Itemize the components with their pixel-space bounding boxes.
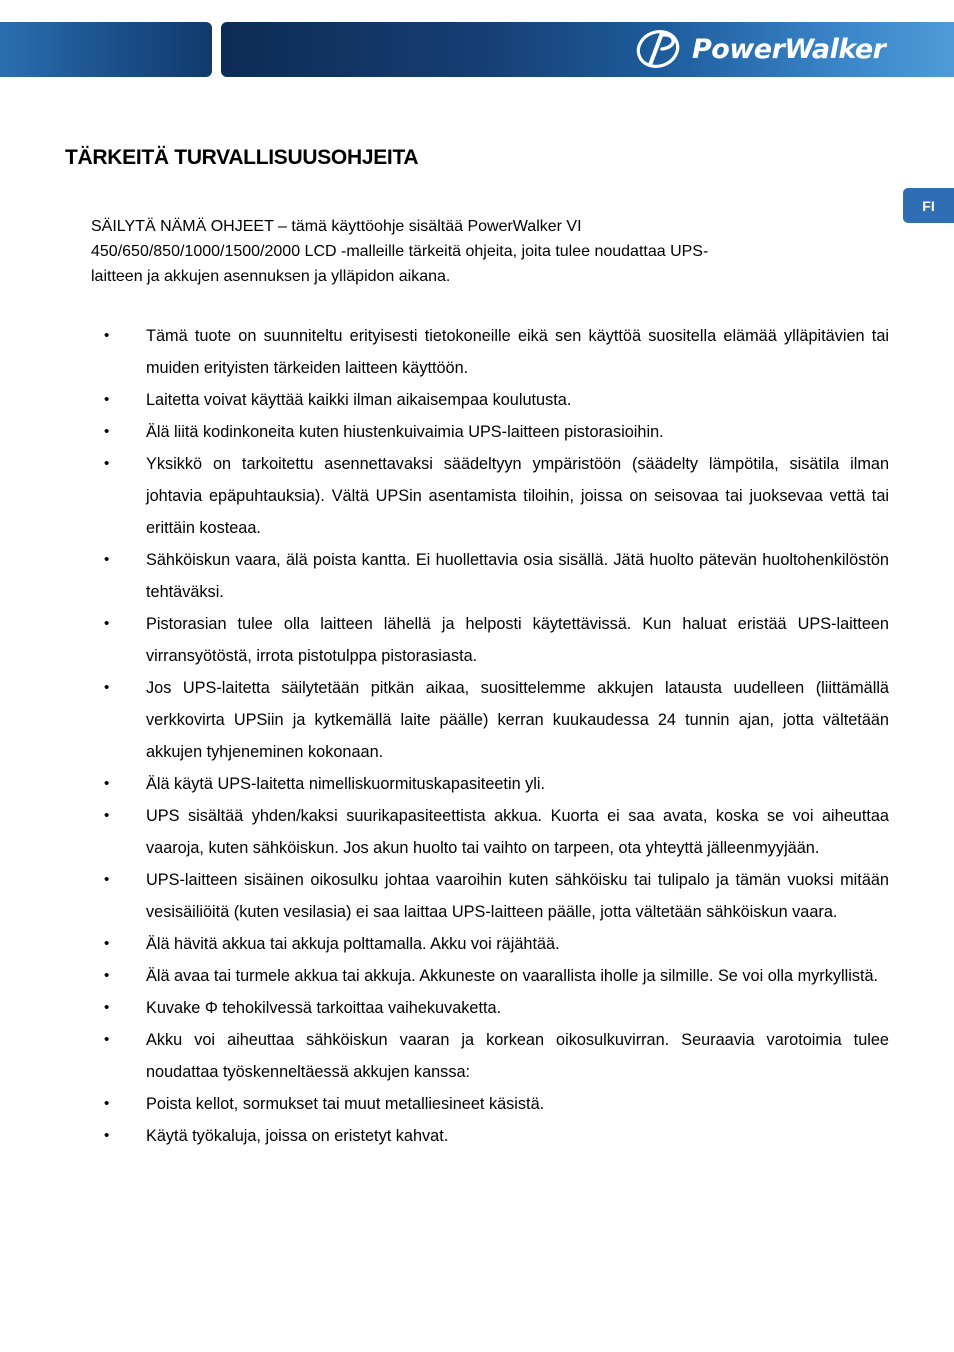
bullet: • (104, 615, 110, 632)
intro-line: SÄILYTÄ NÄMÄ OHJEET – tämä käyttöohje sisältää PowerWalker VI (91, 218, 582, 235)
list-item-text: Poista kellot, sormukset tai muut metalliesineet käsistä. (146, 1095, 545, 1113)
bullet: • (104, 935, 110, 952)
list-item (91, 960, 889, 992)
list-item-text: Akku voi aiheuttaa sähköiskun vaaran ja korkean oikosulkuvirran. Seuraavia varotoimia tulee noudattaa työskenneltäessä akkujen kanssa: (146, 1031, 889, 1081)
list-item (91, 1088, 889, 1120)
list-item (91, 544, 889, 608)
intro-line: laitteen ja akkujen asennuksen ja ylläpidon aikana. (91, 268, 451, 285)
list-item (91, 384, 889, 416)
header-band-left (0, 22, 212, 77)
list-item-text: Tämä tuote on suunniteltu erityisesti tietokoneille eikä sen käyttöä suositella elämää ylläpitävien tai muiden erityisten tärkeiden laitteen käyttöön. (146, 327, 889, 377)
list-item-text: Älä hävitä akkua tai akkuja polttamalla. Akku voi räjähtää. (146, 935, 560, 953)
list-item-text: Älä käytä UPS-laitetta nimelliskuormituskapasiteetin yli. (146, 775, 546, 793)
list-item (91, 800, 889, 864)
brand-name: PowerWalker (692, 33, 886, 65)
bullet: • (104, 967, 110, 984)
bullet: • (104, 999, 110, 1016)
bullet: • (104, 551, 110, 568)
list-item-text: UPS-laitteen sisäinen oikosulku johtaa vaaroihin kuten sähköisku tai tulipalo ja tämän vuoksi mitään vesisäiliöitä (kuten vesilasia) ei saa laittaa UPS-laitteen päälle, jotta vältetään sähköiskun vaara. (146, 871, 889, 921)
bullet: • (104, 871, 110, 888)
bullet: • (104, 327, 110, 344)
bullet: • (104, 1095, 110, 1112)
list-item (91, 448, 889, 544)
bullet: • (104, 679, 110, 696)
list-item-text: Älä liitä kodinkoneita kuten hiustenkuivaimia UPS-laitteen pistorasioihin. (146, 423, 664, 441)
page-title: TÄRKEITÄ TURVALLISUUSOHJEITA (65, 146, 419, 169)
language-tab[interactable]: FI (903, 188, 954, 223)
list-item-text: Yksikkö on tarkoitettu asennettavaksi säädeltyyn ympäristöön (säädelty lämpötila, sisätila ilman johtavia epäpuhtauksia). Vältä UPSin asentamista tiloihin, joissa on seisovaa tai juoksevaa vettä tai erittäin kosteaa. (146, 455, 889, 537)
list-item (91, 672, 889, 768)
bullet: • (104, 1031, 110, 1048)
powerwalker-logo-icon (632, 27, 690, 71)
list-item (91, 608, 889, 672)
bullet: • (104, 775, 110, 792)
powerwalker-logo (632, 27, 942, 71)
bullet: • (104, 455, 110, 472)
list-item (91, 416, 889, 448)
list-item-text: Sähköiskun vaara, älä poista kanttа. Ei huollettavia osia sisällä. Jätä huolto pätevän huoltohenkilöstön tehtäväksi. (146, 551, 889, 601)
bullet: • (104, 423, 110, 440)
list-item-text: Älä avaa tai turmele akkua tai akkuja. Akkuneste on vaarallista iholle ja silmille. Se voi olla myrkyllistä. (146, 967, 879, 985)
list-item (91, 1024, 889, 1088)
bullet: • (104, 1127, 110, 1144)
list-item-text: Käytä työkaluja, joissa on eristetyt kahvat. (146, 1127, 449, 1145)
list-item (91, 1120, 889, 1152)
intro-paragraph (91, 214, 831, 289)
list-item (91, 320, 889, 384)
list-item-text: Laitetta voivat käyttää kaikki ilman aikaisempaa koulutusta. (146, 391, 572, 409)
list-item (91, 928, 889, 960)
list-item-text: Jos UPS-laitetta säilytetään pitkän aikaa, suosittelemme akkujen latausta uudelleen (liittämällä verkkovirta UPSiin ja kytkemällä laite päälle) kerran kuukaudessa 24 tunnin ajan, jotta vältetään akkujen tyhjeneminen kokonaan. (146, 679, 889, 761)
list-item-text: Kuvake Φ tehokilvessä tarkoittaa vaihekuvaketta. (146, 999, 502, 1017)
intro-line: 450/650/850/1000/1500/2000 LCD -malleille tärkeitä ohjeita, joita tulee noudattaa UPS- (91, 243, 709, 260)
list-item (91, 864, 889, 928)
list-item-text: Pistorasian tulee olla laitteen lähellä ja helposti käytettävissä. Kun haluat eristää UPS-laitteen virransyötöstä, irrota pistotulppa pistorasiasta. (146, 615, 889, 665)
bullet: • (104, 807, 110, 824)
bullet: • (104, 391, 110, 408)
list-item-text: UPS sisältää yhden/kaksi suurikapasiteettista akkua. Kuorta ei saa avata, koska se voi aiheuttaa vaaroja, kuten sähköiskun. Jos akun huolto tai vaihto on tarpeen, ota yhteyttä jälleenmyyjään. (146, 807, 889, 857)
list-item (91, 992, 889, 1024)
list-item (91, 768, 889, 800)
safety-list (91, 320, 889, 1152)
